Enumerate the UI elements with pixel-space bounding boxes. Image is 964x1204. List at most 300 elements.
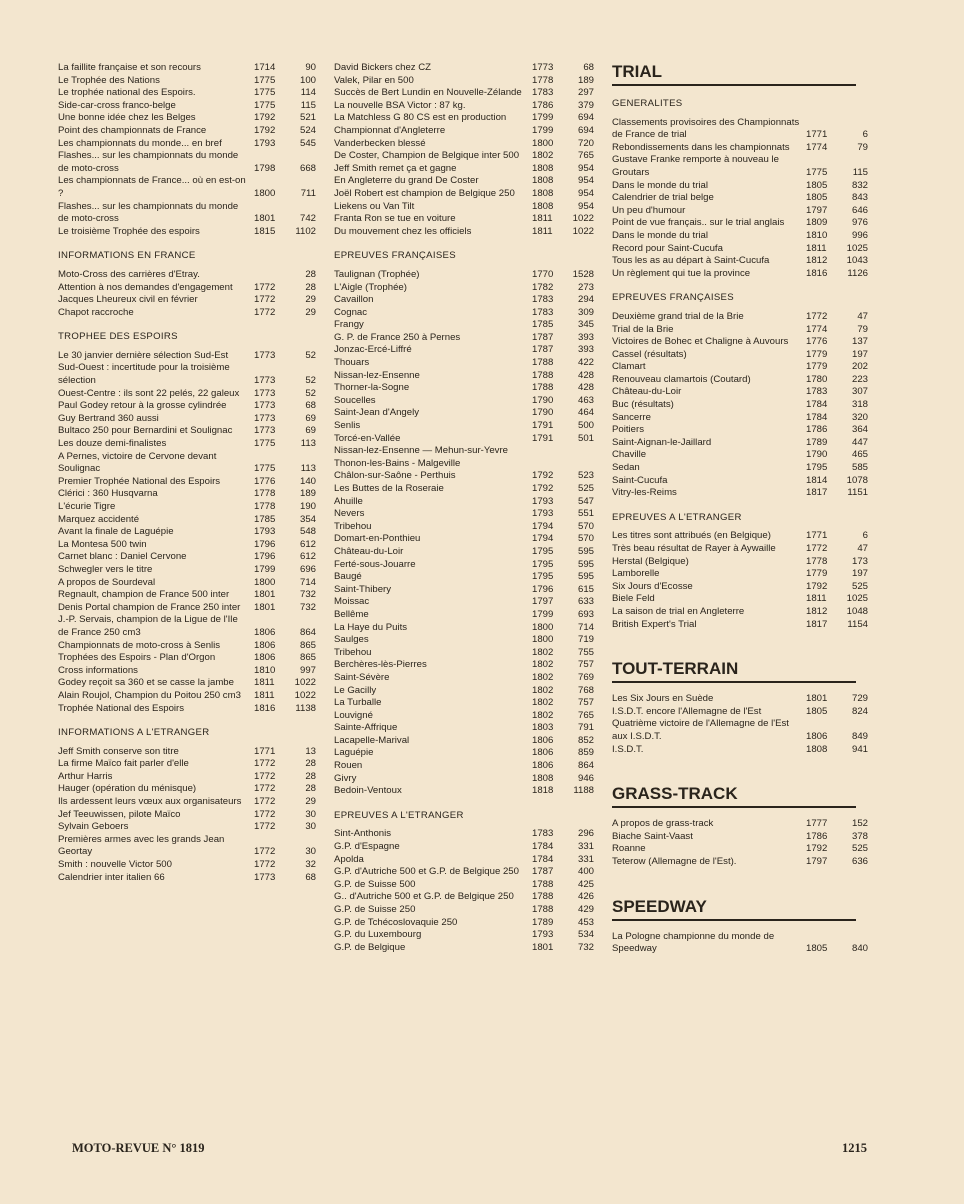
entry-issue-number: 1785 [254, 513, 276, 525]
entry-page-number: 714 [577, 621, 594, 633]
entry-issue-number: 1771 [254, 745, 276, 757]
index-entry [58, 703, 316, 716]
section-heading-major: TRIAL [612, 62, 856, 86]
entry-page-number: 113 [300, 438, 316, 450]
column-middle [334, 62, 594, 954]
index-entry [58, 577, 316, 590]
entry-page-number: 331 [577, 841, 594, 853]
entry-page-number: 694 [577, 112, 594, 124]
entry-title: Bultaco 250 pour Bernardini et Soulignac [58, 425, 233, 437]
index-entry [58, 665, 316, 678]
entry-page-number: 595 [577, 571, 594, 583]
entry-issue-number: 1775 [254, 87, 276, 99]
entry-issue-number: 1801 [254, 213, 276, 225]
entry-issue-number: 1806 [532, 747, 554, 759]
entry-title: En Angleterre du grand De Coster [334, 175, 479, 187]
entry-page-number: 309 [577, 306, 594, 318]
entry-page-number: 197 [851, 568, 868, 580]
index-entry [58, 226, 316, 239]
entry-issue-number: 1808 [532, 200, 554, 212]
index-entry [334, 307, 594, 320]
entry-issue-number: 1786 [532, 99, 554, 111]
index-entry [334, 546, 594, 559]
entry-page-number: 954 [577, 200, 594, 212]
entry-page-number: 545 [299, 137, 316, 149]
section-heading-major: SPEEDWAY [612, 897, 856, 921]
index-entry [334, 609, 594, 622]
entry-issue-number: 1802 [532, 709, 554, 721]
entry-issue-number: 1802 [532, 671, 554, 683]
entry-page-number: 30 [305, 821, 316, 833]
entry-issue-number: 1779 [806, 348, 828, 360]
entry-page-number: 307 [851, 386, 868, 398]
entry-issue-number: 1775 [254, 74, 276, 86]
entry-page-number: 69 [305, 425, 316, 437]
index-entry [334, 433, 594, 446]
entry-page-number: 719 [577, 634, 594, 646]
index-entry [612, 255, 868, 268]
entry-page-number: 732 [299, 601, 316, 613]
entry-page-number: 29 [305, 306, 316, 318]
entry-title: Schwegler vers le titre [58, 563, 153, 575]
entry-issue-number: 1788 [532, 369, 554, 381]
entry-title: Dans le monde du trial [612, 179, 708, 191]
entry-title: Moissac [334, 596, 370, 608]
entry-page-number: 1102 [295, 225, 316, 237]
index-entry [334, 163, 594, 176]
entry-page-number: 393 [577, 331, 594, 343]
entry-title: G.. d'Autriche 500 et G.P. de Belgique 250 [334, 891, 514, 903]
index-entry [612, 412, 868, 425]
entry-page-number: 463 [577, 394, 594, 406]
entry-title: Saint-Sévère [334, 671, 390, 683]
entry-title: Clamart [612, 361, 646, 373]
entry-issue-number: 1772 [254, 770, 276, 782]
entry-title: Les Buttes de la Roseraie [334, 483, 444, 494]
entry-page-number: 1022 [572, 225, 594, 237]
entry-issue-number: 1806 [532, 734, 554, 746]
entry-page-number: 570 [577, 533, 594, 545]
entry-page-number: 379 [577, 99, 594, 111]
index-entry [58, 362, 316, 387]
entry-page-number: 100 [299, 74, 316, 86]
entry-issue-number: 1806 [254, 626, 276, 638]
entry-page-number: 428 [577, 382, 594, 394]
entry-title: Trophées des Espoirs - Plan d'Orgon [58, 652, 216, 664]
entry-title: Les championnats de France... où en est-on ? [58, 175, 246, 199]
entry-page-number: 345 [577, 319, 594, 331]
entry-issue-number: 1787 [532, 331, 554, 343]
entry-page-number: 525 [851, 843, 868, 855]
index-entry [58, 269, 316, 282]
entry-page-number: 47 [857, 310, 868, 322]
entry-issue-number: 1794 [532, 533, 554, 545]
entry-page-number: 525 [577, 483, 594, 494]
entry-issue-number: 1780 [806, 373, 828, 385]
index-entry [334, 760, 594, 773]
entry-title: Frangy [334, 319, 364, 331]
entry-page-number: 197 [851, 348, 868, 360]
footer-page-number: 1215 [842, 1141, 867, 1155]
index-entry [612, 744, 868, 757]
index-entry [612, 931, 868, 956]
index-entry [58, 602, 316, 615]
footer-magazine-name: MOTO-REVUE N° 1819 [72, 1141, 205, 1155]
entry-page-number: 137 [851, 336, 868, 348]
index-entry [334, 854, 594, 867]
entry-title: Un peu d'humour [612, 204, 686, 216]
entry-title: Point de vue français.. sur le trial anglais [612, 217, 785, 229]
entry-page-number: 551 [577, 508, 594, 520]
index-entry [334, 828, 594, 841]
entry-issue-number: 1808 [806, 743, 828, 755]
entry-page-number: 13 [305, 745, 316, 757]
entry-page-number: 47 [857, 543, 868, 554]
entry-issue-number: 1788 [532, 382, 554, 394]
section-heading: GENERALITES [612, 98, 683, 109]
entry-title: Château-du-Loir [334, 545, 404, 557]
entry-title: Sedan [612, 462, 640, 474]
entry-issue-number: 1797 [806, 204, 828, 216]
entry-page-number: 297 [577, 87, 594, 99]
entry-title: Rouen [334, 760, 363, 772]
entry-issue-number: 1792 [806, 843, 828, 855]
entry-issue-number: 1773 [532, 62, 554, 73]
entry-issue-number: 1815 [254, 225, 276, 237]
entry-title: Godey reçoit sa 360 et se casse la jambe [58, 677, 234, 689]
index-entry [58, 388, 316, 401]
entry-page-number: 29 [305, 796, 316, 808]
index-entry [334, 685, 594, 698]
entry-page-number: 1138 [295, 702, 316, 714]
entry-page-number: 525 [851, 580, 868, 592]
entry-issue-number: 1800 [254, 576, 276, 588]
entry-title: Jacques Lheureux civil en février [58, 294, 198, 306]
entry-issue-number: 1784 [532, 841, 554, 853]
entry-page-number: 612 [299, 551, 316, 563]
entry-title: Thonon-les-Bains - Malgeville [334, 457, 461, 469]
entry-title: Vanderbecken blessé [334, 137, 426, 149]
index-entry [612, 831, 868, 844]
entry-page-number: 547 [577, 495, 594, 507]
entry-issue-number: 1784 [806, 399, 828, 411]
entry-issue-number: 1791 [532, 432, 554, 444]
entry-issue-number: 1773 [254, 400, 276, 412]
index-entry [58, 488, 316, 501]
index-entry [612, 718, 868, 743]
entry-issue-number: 1806 [806, 730, 828, 742]
entry-title: Roanne [612, 843, 646, 855]
entry-issue-number: 1770 [532, 268, 554, 280]
entry-page-number: 534 [577, 929, 594, 941]
index-entry [334, 344, 594, 357]
entry-issue-number: 1805 [806, 705, 828, 717]
entry-issue-number: 1773 [254, 871, 276, 883]
entry-title: G.P. de Suisse 500 [334, 878, 416, 890]
index-entry [58, 175, 316, 200]
index-entry [334, 445, 594, 458]
entry-title: Les titres sont attribués (en Belgique) [612, 530, 771, 542]
entry-title: De Coster, Champion de Belgique inter 500 [334, 150, 520, 162]
index-entry [58, 451, 316, 476]
entry-issue-number: 1778 [532, 74, 554, 86]
entry-title: Cross informations [58, 664, 138, 676]
entry-issue-number: 1799 [532, 124, 554, 136]
entry-issue-number: 1772 [254, 859, 276, 871]
entry-issue-number: 1811 [254, 677, 275, 689]
entry-title: Cassel (résultats) [612, 348, 687, 360]
entry-issue-number: 1802 [532, 150, 554, 162]
entry-page-number: 732 [299, 589, 316, 601]
index-entry [58, 87, 316, 100]
entry-issue-number: 1808 [532, 772, 554, 784]
entry-issue-number: 1714 [254, 62, 276, 73]
entry-title: Thorner-la-Sogne [334, 382, 410, 394]
entry-issue-number: 1783 [532, 828, 554, 840]
index-entry [334, 62, 594, 75]
entry-page-number: 864 [577, 760, 594, 772]
index-entry [58, 746, 316, 759]
index-entry [58, 564, 316, 577]
entry-page-number: 832 [851, 179, 868, 191]
entry-title: Jonzac-Ercé-Liffré [334, 344, 412, 356]
index-entry [334, 382, 594, 395]
index-entry [612, 462, 868, 475]
column-left [58, 62, 316, 884]
entry-title: Smith : nouvelle Victor 500 [58, 859, 172, 871]
entry-title: Tribehou [334, 520, 372, 532]
entry-title: Sylvain Geboers [58, 821, 129, 833]
entry-issue-number: 1805 [806, 943, 828, 955]
entry-title: Sancerre [612, 411, 651, 423]
entry-title: Nissan-lez-Ensenne — Mehun-sur-Yevre [334, 445, 509, 457]
entry-page-number: 32 [305, 859, 316, 871]
entry-issue-number: 1784 [532, 853, 554, 865]
entry-page-number: 521 [299, 112, 316, 124]
entry-page-number: 354 [299, 513, 316, 525]
entry-title: La Turballe [334, 697, 382, 709]
entry-issue-number: 1811 [532, 213, 553, 225]
entry-title: Regnault, champion de France 500 inter [58, 589, 230, 601]
entry-page-number: 1078 [846, 474, 868, 486]
entry-issue-number: 1796 [254, 538, 276, 550]
index-entry [334, 584, 594, 597]
entry-title: Lamborelle [612, 568, 660, 580]
entry-issue-number: 1788 [532, 891, 554, 903]
entry-page-number: 1154 [847, 618, 868, 630]
entry-title: Flashes... sur les championnats du monde de moto-cross [58, 200, 239, 225]
entry-page-number: 426 [577, 891, 594, 903]
entry-issue-number: 1790 [532, 407, 554, 419]
entry-issue-number: 1783 [532, 294, 554, 306]
index-entry [612, 843, 868, 856]
index-entry [612, 374, 868, 387]
entry-issue-number: 1801 [254, 601, 276, 613]
entry-issue-number: 1788 [532, 878, 554, 890]
entry-page-number: 294 [577, 294, 594, 306]
entry-title: G.P. d'Autriche 500 et G.P. de Belgique 250 [334, 866, 519, 878]
entry-page-number: 954 [577, 187, 594, 199]
entry-issue-number: 1792 [806, 580, 828, 592]
index-entry [58, 425, 316, 438]
entry-page-number: 954 [577, 162, 594, 174]
entry-page-number: 501 [577, 432, 594, 444]
entry-issue-number: 1794 [532, 520, 554, 532]
entry-title: Avant la finale de Laguépie [58, 526, 174, 538]
entry-page-number: 954 [577, 175, 594, 187]
entry-title: Nissan-lez-Ensenne [334, 369, 420, 381]
entry-title: G.P. de Tchécoslovaquie 250 [334, 916, 458, 928]
entry-title: Succès de Bert Lundin en Nouvelle-Zélande [334, 87, 522, 99]
entry-title: Moto-Cross des carrières d'Etray. [58, 268, 200, 280]
index-entry [58, 796, 316, 809]
entry-issue-number: 1800 [532, 137, 554, 149]
index-entry [334, 559, 594, 572]
index-entry [58, 438, 316, 451]
entry-title: Teterow (Allemagne de l'Est). [612, 855, 737, 867]
entry-page-number: 1025 [846, 242, 868, 254]
index-entry [334, 213, 594, 226]
index-entry [612, 243, 868, 256]
index-entry [58, 652, 316, 665]
index-entry [58, 771, 316, 784]
entry-page-number: 429 [577, 904, 594, 915]
entry-title: I.S.D.T. encore l'Allemagne de l'Est [612, 705, 762, 717]
entry-page-number: 865 [299, 639, 316, 651]
index-entry [334, 470, 594, 483]
index-entry [334, 521, 594, 534]
entry-issue-number: 1792 [254, 112, 276, 124]
entry-title: Jeff Smith conserve son titre [58, 745, 179, 757]
index-entry [334, 370, 594, 383]
entry-page-number: 173 [851, 555, 868, 567]
entry-title: Ouest-Centre : ils sont 22 pelés, 22 galeux [58, 387, 240, 399]
index-entry [58, 282, 316, 295]
entry-issue-number: 1793 [254, 137, 276, 149]
entry-issue-number: 1802 [532, 684, 554, 696]
index-entry [334, 125, 594, 138]
entry-title: L'écurie Tigre [58, 501, 116, 512]
index-entry [58, 400, 316, 413]
entry-page-number: 585 [851, 462, 868, 474]
index-entry [58, 307, 316, 320]
entry-issue-number: 1795 [806, 462, 828, 474]
section-heading: EPREUVES A L'ETRANGER [612, 511, 742, 523]
entry-issue-number: 1795 [532, 571, 554, 583]
entry-issue-number: 1791 [532, 420, 554, 432]
index-entry [58, 125, 316, 138]
entry-title: Biache Saint-Vaast [612, 830, 693, 842]
index-entry [58, 551, 316, 564]
index-entry [334, 596, 594, 609]
index-entry [334, 458, 594, 471]
index-entry [334, 634, 594, 647]
entry-issue-number: 1790 [532, 394, 554, 406]
index-entry [58, 350, 316, 363]
index-entry [58, 821, 316, 834]
entry-title: Taulignan (Trophée) [334, 268, 420, 280]
entry-issue-number: 1792 [532, 483, 554, 494]
entry-issue-number: 1783 [532, 306, 554, 318]
entry-page-number: 1022 [294, 689, 316, 701]
entry-page-number: 331 [577, 853, 594, 865]
entry-title: Marquez accidenté [58, 513, 140, 525]
entry-issue-number: 1795 [532, 558, 554, 570]
entry-page-number: 90 [305, 62, 316, 73]
index-entry [612, 386, 868, 399]
index-entry [612, 311, 868, 324]
index-entry [58, 589, 316, 602]
index-entry [334, 533, 594, 546]
index-entry [58, 614, 316, 639]
entry-page-number: 113 [300, 463, 316, 475]
entry-issue-number: 1811 [254, 689, 275, 701]
entry-page-number: 114 [300, 87, 316, 99]
index-entry [612, 593, 868, 606]
index-entry [334, 697, 594, 710]
entry-page-number: 1043 [846, 255, 868, 267]
index-entry [612, 424, 868, 437]
entry-title: J.-P. Servais, champion de la Ligue de l'Ile de France 250 cm3 [58, 614, 238, 638]
entry-issue-number: 1788 [532, 904, 554, 915]
entry-issue-number: 1772 [806, 543, 828, 554]
entry-issue-number: 1797 [806, 855, 828, 867]
entry-title: A propos de Sourdeval [58, 576, 156, 588]
entry-issue-number: 1812 [806, 605, 828, 617]
entry-page-number: 1022 [572, 213, 594, 225]
entry-page-number: 30 [305, 846, 316, 858]
entry-title: Le Trophée des Nations [58, 74, 160, 86]
entry-issue-number: 1774 [806, 141, 828, 153]
entry-title: Sainte-Affrique [334, 722, 398, 734]
index-entry [58, 294, 316, 307]
entry-title: Premières armes avec les grands Jean Geortay [58, 833, 225, 858]
entry-page-number: 523 [577, 470, 594, 482]
entry-title: Baugé [334, 571, 362, 583]
entry-page-number: 714 [299, 576, 316, 588]
entry-page-number: 757 [577, 697, 594, 709]
section-heading: EPREUVES FRANÇAISES [612, 292, 734, 304]
index-entry [334, 773, 594, 786]
section-heading: TROPHEE DES ESPOIRS [58, 331, 178, 343]
entry-issue-number: 1773 [254, 349, 276, 361]
entry-issue-number: 1786 [806, 424, 828, 436]
index-entry [334, 282, 594, 295]
entry-page-number: 79 [857, 141, 868, 153]
entry-page-number: 6 [862, 129, 868, 141]
entry-page-number: 720 [577, 137, 594, 149]
entry-title: Saint-Aignan-le-Jaillard [612, 436, 712, 448]
entry-title: Valek, Pilar en 500 [334, 74, 414, 86]
entry-title: Les Six Jours en Suède [612, 693, 714, 705]
index-entry [58, 476, 316, 489]
entry-issue-number: 1816 [806, 267, 828, 279]
entry-issue-number: 1798 [254, 162, 276, 174]
entry-page-number: 190 [299, 501, 316, 512]
index-entry [612, 117, 868, 142]
entry-title: Sud-Ouest : incertitude pour la troisième sélection [58, 362, 230, 387]
entry-page-number: 1151 [847, 487, 868, 499]
entry-issue-number: 1800 [532, 634, 554, 646]
entry-page-number: 859 [577, 747, 594, 759]
entry-title: La firme Maïco fait parler d'elle [58, 758, 189, 770]
section-heading-major: GRASS-TRACK [612, 784, 856, 808]
entry-title: Soucelles [334, 394, 376, 406]
entry-issue-number: 1792 [254, 124, 276, 136]
entry-page-number: 732 [577, 941, 594, 953]
entry-issue-number: 1779 [806, 361, 828, 373]
index-entry [58, 501, 316, 514]
